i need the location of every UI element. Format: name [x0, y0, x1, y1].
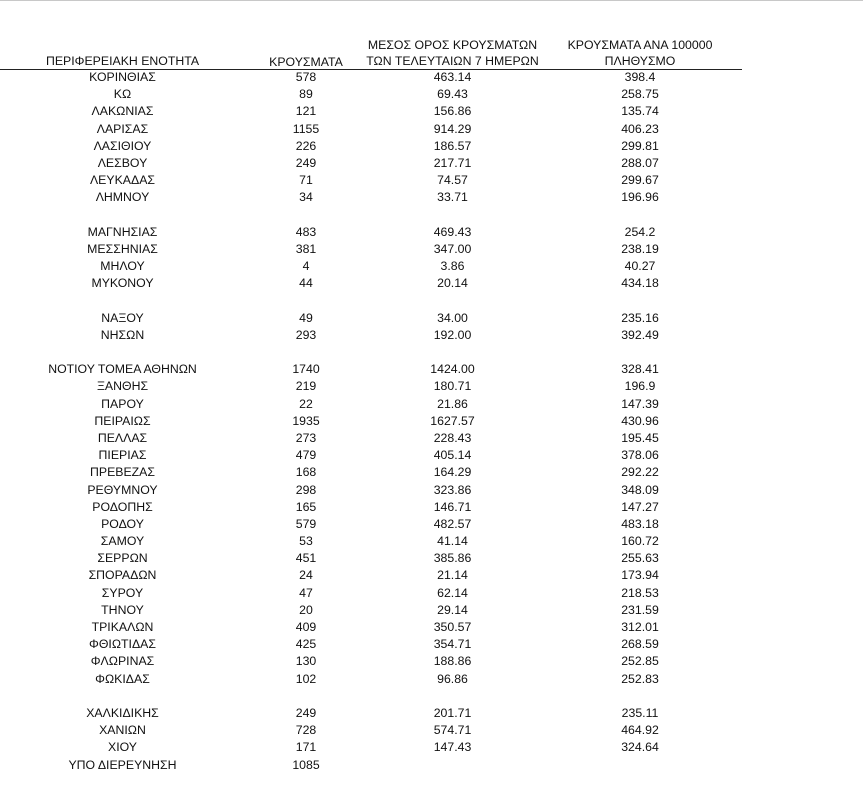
avg7-cell: 188.86: [433, 654, 472, 669]
avg7-cell: 482.57: [433, 516, 472, 531]
avg7-cell: 463.14: [433, 70, 472, 84]
header-per100k-line1: ΚΡΟΥΣΜΑΤΑ ΑΝΑ 100000: [567, 38, 713, 52]
per100k-cell: 328.41: [621, 362, 659, 377]
table-row: [0, 327, 863, 344]
cases-cell: 293: [295, 327, 317, 342]
table-row: [0, 361, 863, 378]
avg7-cell: 228.43: [433, 430, 472, 445]
per100k-cell: 252.85: [621, 654, 659, 669]
table-body: [0, 69, 863, 774]
cases-cell: 49: [299, 310, 313, 325]
region-cell: ΛΑΣΙΘΙΟΥ: [93, 138, 152, 153]
avg7-cell: 354.71: [433, 637, 472, 652]
avg7-cell: 41.14: [437, 534, 468, 549]
table-row: [0, 722, 863, 739]
region-cell: ΣΥΡΟΥ: [101, 585, 144, 600]
region-cell: ΠΑΡΟΥ: [101, 396, 144, 411]
cases-cell: 298: [295, 482, 317, 497]
cases-cell: 249: [295, 705, 317, 720]
per100k-cell: 218.53: [621, 585, 659, 600]
region-cell: ΣΕΡΡΩΝ: [97, 551, 148, 566]
cases-cell: 4: [302, 259, 310, 274]
per100k-cell: 378.06: [621, 448, 659, 463]
avg7-cell: 146.71: [433, 499, 472, 514]
region-cell: ΡΟΔΟΥ: [101, 516, 144, 531]
table-row: [0, 378, 863, 395]
table-row: [0, 155, 863, 172]
region-cell: ΥΠΟ ΔΙΕΡΕΥΝΗΣΗ: [68, 757, 177, 772]
avg7-cell: 347.00: [433, 241, 472, 256]
table-row: [0, 585, 863, 602]
table-row: [0, 138, 863, 155]
cases-cell: 34: [299, 190, 313, 205]
region-cell: ΝΗΣΩΝ: [100, 327, 145, 342]
region-cell: ΦΛΩΡΙΝΑΣ: [90, 654, 155, 669]
cases-cell: 168: [295, 465, 317, 480]
per100k-cell: 254.2: [624, 224, 656, 239]
table-row: [0, 550, 863, 567]
cases-cell: 425: [295, 637, 317, 652]
per100k-cell: 299.81: [621, 138, 659, 153]
table-row: [0, 636, 863, 653]
region-cell: ΦΘΙΩΤΙΔΑΣ: [89, 637, 156, 652]
region-cell: ΛΑΡΙΣΑΣ: [96, 121, 149, 136]
per100k-cell: 430.96: [621, 413, 659, 428]
cases-cell: 219: [295, 379, 317, 394]
region-cell: ΛΑΚΩΝΙΑΣ: [91, 104, 154, 119]
table-row: [0, 275, 863, 292]
avg7-cell: 914.29: [433, 121, 472, 136]
row-spacer: [0, 292, 863, 309]
avg7-cell: 62.14: [437, 585, 468, 600]
per100k-cell: 235.11: [621, 705, 659, 720]
avg7-cell: 192.00: [433, 327, 472, 342]
row-spacer: [0, 344, 863, 361]
table-row: [0, 189, 863, 206]
region-cell: ΠΙΕΡΙΑΣ: [98, 448, 147, 463]
header-cases: ΚΡΟΥΣΜΑΤΑ: [269, 55, 343, 69]
cases-cell: 1155: [292, 121, 320, 136]
cases-cell: 249: [295, 155, 317, 170]
avg7-cell: 21.86: [437, 396, 468, 411]
table-row: [0, 482, 863, 499]
region-cell: ΝΟΤΙΟΥ ΤΟΜΕΑ ΑΘΗΝΩΝ: [48, 362, 197, 377]
cases-cell: 44: [299, 276, 313, 291]
avg7-cell: 3.86: [440, 259, 465, 274]
table-row: [0, 464, 863, 481]
region-cell: ΜΑΓΝΗΣΙΑΣ: [87, 224, 158, 239]
per100k-cell: 238.19: [621, 241, 659, 256]
header-avg7-line2: ΤΩΝ ΤΕΛΕΥΤΑΙΩΝ 7 ΗΜΕΡΩΝ: [366, 54, 539, 68]
per100k-cell: 252.83: [621, 671, 659, 686]
region-cell: ΛΕΣΒΟΥ: [97, 155, 148, 170]
region-cell: ΛΗΜΝΟΥ: [95, 190, 150, 205]
table-row: [0, 516, 863, 533]
cases-cell: 273: [295, 430, 317, 445]
cases-cell: 1085: [292, 757, 320, 772]
region-cell: ΝΑΞΟΥ: [101, 310, 144, 325]
per100k-cell: 483.18: [621, 516, 659, 531]
row-spacer: [0, 207, 863, 224]
region-cell: ΣΑΜΟΥ: [100, 534, 145, 549]
region-cell: ΞΑΝΘΗΣ: [96, 379, 149, 394]
top-border: [0, 0, 863, 1]
region-cell: ΛΕΥΚΑΔΑΣ: [89, 173, 156, 188]
table-row: [0, 653, 863, 670]
table-row: [0, 671, 863, 688]
table-row: [0, 258, 863, 275]
per100k-cell: 292.22: [621, 465, 659, 480]
region-cell: ΤΗΝΟΥ: [101, 602, 144, 617]
per100k-cell: 392.49: [621, 327, 659, 342]
table-row: [0, 310, 863, 327]
cases-cell: 130: [295, 654, 317, 669]
table-row: [0, 602, 863, 619]
cases-cell: 226: [295, 138, 317, 153]
region-cell: ΡΟΔΟΠΗΣ: [92, 499, 153, 514]
cases-cell: 102: [295, 671, 317, 686]
per100k-cell: 258.75: [621, 87, 659, 102]
table-row: [0, 739, 863, 756]
per100k-cell: 324.64: [621, 740, 659, 755]
region-cell: ΣΠΟΡΑΔΩΝ: [88, 568, 157, 583]
cases-cell: 171: [295, 740, 317, 755]
avg7-cell: 34.00: [437, 310, 468, 325]
per100k-cell: 195.45: [621, 430, 659, 445]
per100k-cell: 268.59: [621, 637, 659, 652]
cases-cell: 728: [295, 723, 317, 738]
cases-cell: 165: [295, 499, 317, 514]
per100k-cell: 464.92: [621, 723, 659, 738]
region-cell: ΠΕΛΛΑΣ: [97, 430, 148, 445]
header-per100k-line2: ΠΛΗΘΥΣΜΟ: [604, 54, 676, 68]
cases-cell: 20: [299, 602, 313, 617]
per100k-cell: 135.74: [621, 104, 659, 119]
avg7-cell: 186.57: [433, 138, 472, 153]
per100k-cell: 173.94: [621, 568, 659, 583]
avg7-cell: 217.71: [433, 155, 472, 170]
cases-cell: 578: [295, 70, 317, 84]
region-cell: ΧΙΟΥ: [108, 740, 137, 755]
region-cell: ΤΡΙΚΑΛΩΝ: [91, 620, 154, 634]
table-row: [0, 172, 863, 189]
cases-cell: 89: [299, 87, 313, 102]
avg7-cell: 164.29: [433, 465, 472, 480]
table-row: [0, 619, 863, 636]
cases-cell: 451: [295, 551, 317, 566]
region-cell: ΧΑΛΚΙΔΙΚΗΣ: [86, 705, 159, 720]
cases-cell: 1935: [292, 413, 320, 428]
avg7-cell: 385.86: [433, 551, 472, 566]
table-row: [0, 69, 863, 86]
region-cell: ΜΕΣΣΗΝΙΑΣ: [87, 241, 158, 256]
per100k-cell: 147.27: [621, 499, 659, 514]
per100k-cell: 255.63: [621, 551, 659, 566]
avg7-cell: 574.71: [433, 723, 472, 738]
per100k-cell: 348.09: [621, 482, 659, 497]
avg7-cell: 69.43: [437, 87, 468, 102]
region-cell: ΜΥΚΟΝΟΥ: [91, 276, 154, 291]
per100k-cell: 160.72: [621, 534, 659, 549]
per100k-cell: 235.16: [621, 310, 659, 325]
table-row: [0, 396, 863, 413]
cases-cell: 409: [295, 620, 317, 634]
avg7-cell: 96.86: [437, 671, 468, 686]
header-avg7: [355, 37, 550, 69]
per100k-cell: 434.18: [621, 276, 659, 291]
cases-cell: 479: [295, 448, 317, 463]
table-row: [0, 757, 863, 774]
avg7-cell: 1424.00: [430, 362, 475, 377]
per100k-cell: 406.23: [621, 121, 659, 136]
avg7-cell: 180.71: [433, 379, 472, 394]
avg7-cell: 1627.57: [430, 413, 475, 428]
per100k-cell: 40.27: [624, 259, 656, 274]
region-cell: ΚΟΡΙΝΘΙΑΣ: [89, 70, 156, 84]
per100k-cell: 196.9: [624, 379, 656, 394]
region-cell: ΜΗΛΟΥ: [100, 259, 145, 274]
cases-cell: 53: [299, 534, 313, 549]
table-row: [0, 447, 863, 464]
region-cell: ΚΩ: [113, 87, 132, 102]
cases-cell: 24: [299, 568, 313, 583]
avg7-cell: 21.14: [437, 568, 468, 583]
avg7-cell: 20.14: [437, 276, 468, 291]
table-row: [0, 121, 863, 138]
region-cell: ΧΑΝΙΩΝ: [99, 723, 146, 738]
avg7-cell: 74.57: [437, 173, 468, 188]
cases-cell: 1740: [292, 362, 320, 377]
per100k-cell: 231.59: [621, 602, 659, 617]
per100k-cell: 196.96: [621, 190, 659, 205]
table-row: [0, 224, 863, 241]
avg7-cell: 29.14: [437, 602, 468, 617]
table-row: [0, 499, 863, 516]
avg7-cell: 201.71: [433, 705, 472, 720]
avg7-cell: 323.86: [433, 482, 472, 497]
avg7-cell: 350.57: [433, 620, 472, 634]
per100k-cell: 299.67: [621, 173, 659, 188]
cases-cell: 483: [295, 224, 317, 239]
table-row: [0, 430, 863, 447]
table-row: [0, 567, 863, 584]
per100k-cell: 147.39: [621, 396, 659, 411]
table-row: [0, 103, 863, 120]
cases-cell: 47: [299, 585, 313, 600]
cases-cell: 22: [299, 396, 313, 411]
per100k-cell: 312.01: [621, 620, 659, 634]
cases-cell: 381: [295, 241, 317, 256]
header-per100k: [555, 37, 725, 69]
avg7-cell: 147.43: [433, 740, 472, 755]
table-row: [0, 86, 863, 103]
region-cell: ΠΡΕΒΕΖΑΣ: [89, 465, 155, 480]
avg7-cell: 405.14: [433, 448, 472, 463]
table-row: [0, 533, 863, 550]
header-avg7-line1: ΜΕΣΟΣ ΟΡΟΣ ΚΡΟΥΣΜΑΤΩΝ: [367, 38, 538, 52]
avg7-cell: 156.86: [433, 104, 472, 119]
cases-cell: 579: [295, 516, 317, 531]
cases-cell: 121: [295, 104, 317, 119]
header-region: ΠΕΡΙΦΕΡΕΙΑΚΗ ΕΝΟΤΗΤΑ: [45, 54, 200, 68]
per100k-cell: 288.07: [621, 155, 659, 170]
table-row: [0, 413, 863, 430]
region-cell: ΠΕΙΡΑΙΩΣ: [94, 413, 151, 428]
cases-cell: 71: [299, 173, 313, 188]
table-row: [0, 241, 863, 258]
region-cell: ΦΩΚΙΔΑΣ: [95, 671, 150, 686]
per100k-cell: 398.4: [624, 70, 656, 84]
region-cell: ΡΕΘΥΜΝΟΥ: [87, 482, 158, 497]
avg7-cell: 469.43: [433, 224, 472, 239]
avg7-cell: 33.71: [437, 190, 468, 205]
table-row: [0, 705, 863, 722]
row-spacer: [0, 688, 863, 705]
